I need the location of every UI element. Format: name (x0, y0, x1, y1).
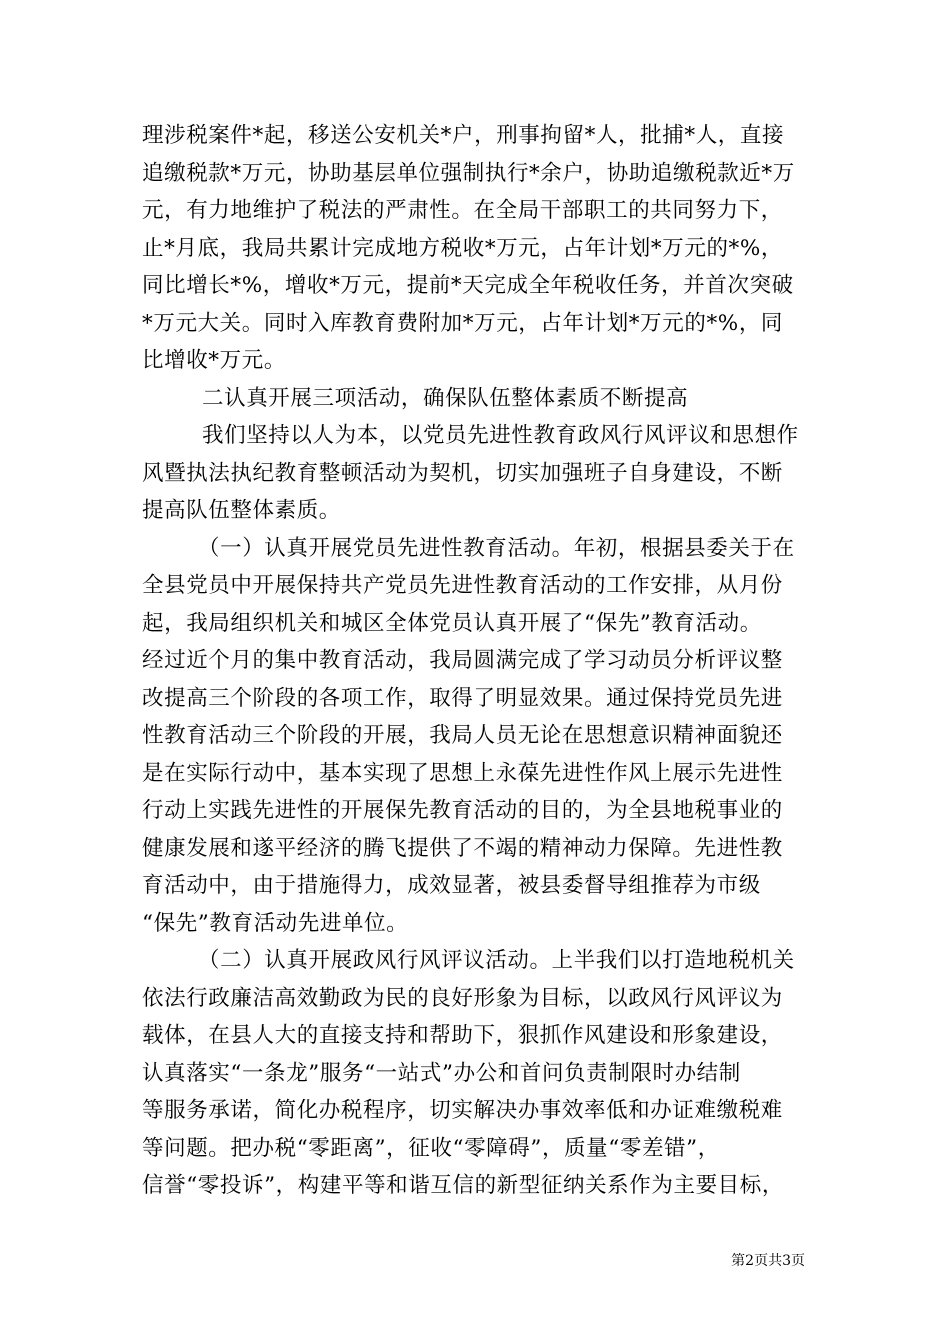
text-line: “保先”教育活动先进单位。 (142, 910, 409, 936)
text-line: 我们坚持以人为本，以党员先进性教育政风行风评议和思想作 (202, 423, 799, 448)
text-line: 起，我局组织机关和城区全体党员认真开展了“保先”教育活动。 (142, 610, 762, 636)
text-line: 理涉税案件*起，移送公安机关*户，刑事拘留*人，批捕*人，直接 (142, 123, 785, 148)
text-line: 比增收*万元。 (142, 348, 286, 373)
text-line: 行动上实践先进性的开展保先教育活动的目的，为全县地税事业的 (142, 798, 783, 823)
text-line: 等服务承诺，简化办税程序，切实解决办事效率低和办证难缴税难 (142, 1098, 783, 1123)
text-line: 改提高三个阶段的各项工作，取得了明显效果。通过保持党员先进 (142, 685, 783, 711)
text-line: 元，有力地维护了税法的严肃性。在全局干部职工的共同努力下， (142, 198, 783, 223)
body-text (142, 117, 822, 1205)
text-line: 性教育活动三个阶段的开展，我局人员无论在思想意识精神面貌还 (142, 723, 783, 748)
text-line: 载体，在县人大的直接支持和帮助下，狠抓作风建设和形象建设， (142, 1023, 783, 1048)
text-line: 同比增长*%，增收*万元，提前*天完成全年税收任务，并首次突破 (142, 273, 794, 298)
text-line: 追缴税款*万元，协助基层单位强制执行*余户，协助追缴税款近*万 (142, 160, 795, 186)
text-line: 全县党员中开展保持共产党员先进性教育活动的工作安排，从月份 (142, 573, 783, 598)
text-line: 认真落实“一条龙”服务“一站式”办公和首问负责制限时办结制 (142, 1060, 741, 1086)
subsection-start: （一）认真开展党员先进性教育活动。年初，根据县委关于在 (198, 535, 795, 561)
section-heading: 二认真开展三项活动，确保队伍整体素质不断提高 (202, 385, 689, 411)
text-line: *万元大关。同时入库教育费附加*万元，占年计划*万元的*%，同 (142, 310, 784, 336)
text-line: 育活动中，由于措施得力，成效显著，被县委督导组推荐为市级 (142, 873, 761, 898)
text-line: 等问题。把办税“零距离”，征收“零障碍”，质量“零差错”， (142, 1135, 720, 1161)
page-number: 第2页共3页 (731, 1253, 805, 1269)
text-line: 经过近个月的集中教育活动，我局圆满完成了学习动员分析评议整 (142, 648, 783, 673)
text-line: 风暨执法执纪教育整顿活动为契机，切实加强班子自身建设，不断 (142, 460, 783, 486)
text-line: 健康发展和遂平经济的腾飞提供了不竭的精神动力保障。先进性教 (142, 835, 783, 861)
text-line: 提高队伍整体素质。 (142, 498, 341, 523)
text-line: 依法行政廉洁高效勤政为民的良好形象为目标，以政风行风评议为 (142, 985, 783, 1011)
text-line: 信誉“零投诉”，构建平等和谐互信的新型征纳关系作为主要目标， (142, 1173, 784, 1198)
text-line: 止*月底，我局共累计完成地方税收*万元，占年计划*万元的*%， (142, 235, 784, 261)
subsection-start: （二）认真开展政风行风评议活动。上半我们以打造地税机关 (198, 948, 795, 973)
text-line: 是在实际行动中，基本实现了思想上永葆先进性作风上展示先进性 (142, 760, 783, 786)
